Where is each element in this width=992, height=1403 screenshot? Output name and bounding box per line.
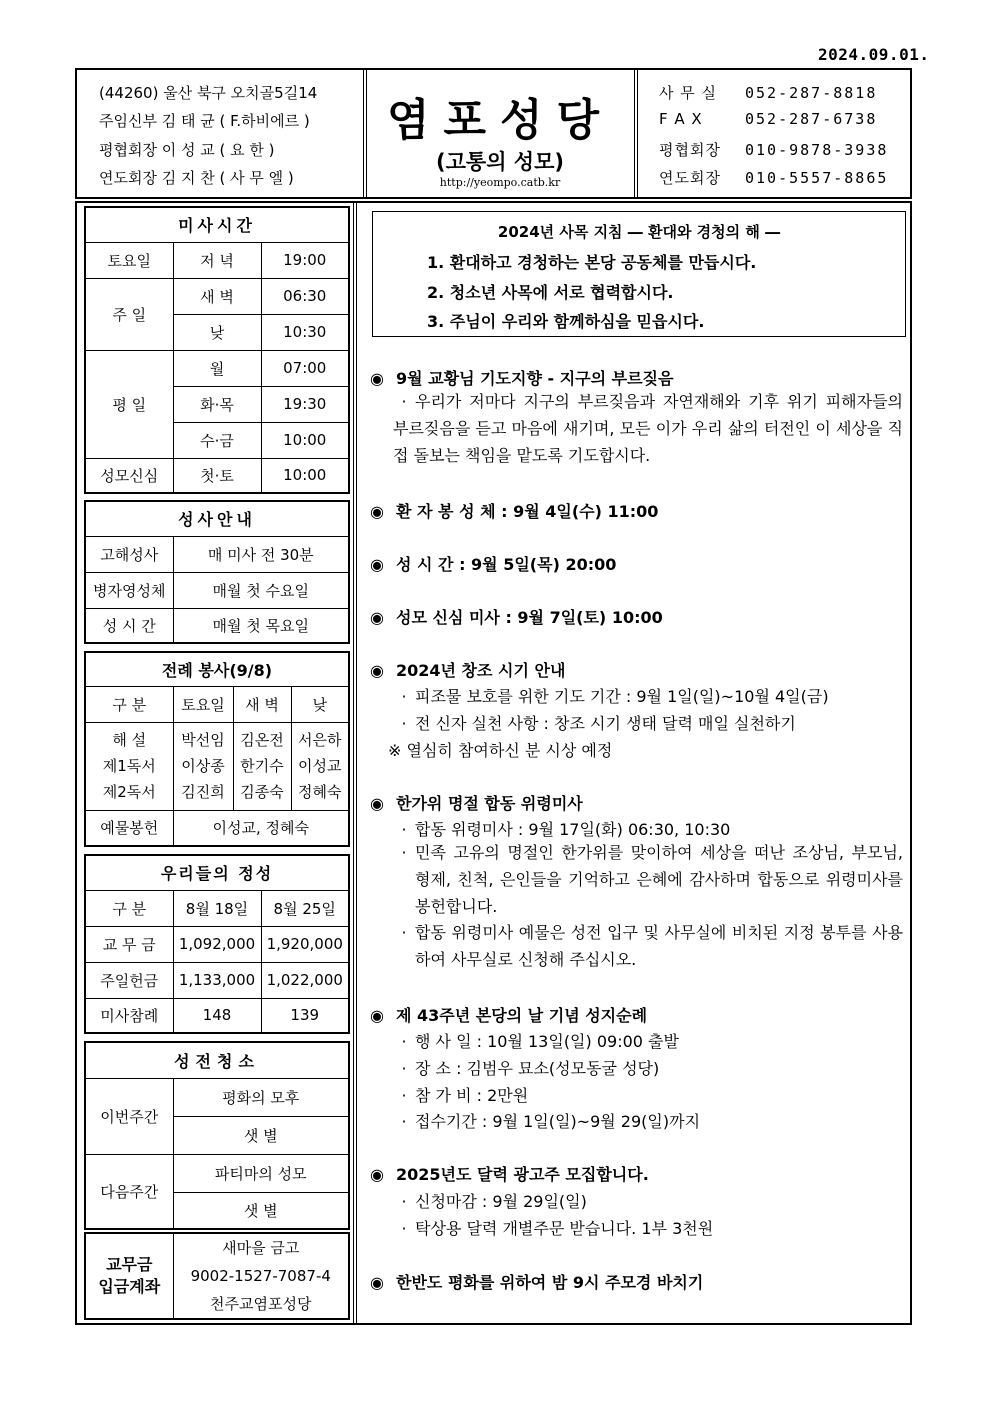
pilgrimage-title: ◉ 제 43주년 본당의 날 기념 성지순례 [370, 1006, 648, 1025]
address: (44260) 울산 북구 오치골5길14 [99, 84, 318, 102]
bullet-icon: ◉ [370, 1273, 384, 1292]
parish-info [77, 70, 363, 197]
bullet-icon: ◉ [370, 661, 384, 680]
motto-title: 2024년 사목 지침 ― 환대와 경청의 해 ― [497, 223, 781, 241]
liturgy-table: 전례 봉사(9/8) 구 분 토요일 새 벽 낮 해 설 제1독서 제2독서 박선임 이상종 김진희 김온전 한기수 김종숙 서은하 이성교 정혜숙 예물봉헌 이성교, 정혜숙 [84, 651, 350, 847]
offerings-title: 우리들의 정성 [85, 855, 349, 890]
marian-mass: ◉ 성모 신심 미사 : 9월 7일(토) 10:00 [370, 608, 663, 627]
pilgrimage-item: · 장 소 : 김범우 묘소(성모동굴 성당) [401, 1059, 660, 1078]
creation-item: · 피조물 보호를 위한 기도 기간 : 9월 1일(일)~10월 4일(금) [401, 687, 829, 706]
creation-item: · 전 신자 실천 사항 : 창조 시기 생태 달력 매일 실천하기 [401, 714, 796, 733]
calendar-item: · 탁상용 달력 개별주문 받습니다. 1부 3천원 [401, 1219, 714, 1238]
holy-hour: ◉ 성 시 간 : 9월 5일(목) 20:00 [370, 555, 617, 574]
bullet-icon: ◉ [370, 794, 384, 813]
parish-subtitle: (고통의 성모) [436, 150, 564, 174]
pilgrimage-item: · 행 사 일 : 10월 13일(일) 09:00 출발 [401, 1032, 679, 1051]
chuseok-item: · 합동 위령미사 : 9월 17일(화) 06:30, 10:30 [401, 820, 731, 839]
pastor: 주임신부 김 태 균 ( F.하비에르 ) [99, 112, 310, 130]
bullet-icon: ◉ [370, 1165, 384, 1184]
motto-item-2: 2. 청소년 사목에 서로 협력합시다. [427, 283, 674, 302]
bullet-icon: ◉ [370, 369, 384, 388]
pope-intention-title: ◉ 9월 교황님 기도지향 - 지구의 부르짖음 [370, 369, 674, 388]
sick-communion: ◉ 환 자 봉 성 체 : 9월 4일(수) 11:00 [370, 502, 659, 521]
offerings-table: 우리들의 정성 구 분 8월 18일 8월 25일 교 무 금 1,092,000 1,920,000 주일헌금 1,133,000 1,022,000 미사참례 148 139 [84, 854, 350, 1034]
chuseok-item: · 민족 고유의 명절인 한가위를 맞이하여 세상을 떠난 조상님, 부모님, 형제, 친척, 은인들을 기억하고 은혜에 감사하며 합동으로 위령미사를 봉헌합니다. [401, 843, 903, 916]
bullet-icon: ◉ [370, 502, 384, 521]
pope-intention-text: · 우리가 저마다 지구의 부르짖음과 자연재해와 기후 위기 피해자들의 부르짖음을 듣고 마음에 새기며, 모든 이가 우리 삶의 터전인 이 세상을 직접 돌보는 책임을 맡도록 기도합시다. [393, 392, 903, 465]
parish-title: 염포성당 [386, 95, 613, 146]
bullet-icon: ◉ [370, 1006, 384, 1025]
creation-title: ◉ 2024년 창조 시기 안내 [370, 661, 566, 680]
chuseok-item: · 합동 위령미사 예물은 성전 입구 및 사무실에 비치된 지정 봉투를 사용하여 사무실로 신청해 주십시오. [401, 923, 903, 969]
council-president: 평협회장 이 성 교 ( 요 한 ) [99, 141, 275, 159]
header [75, 68, 912, 199]
issue-date: 2024.09.01. [818, 45, 930, 64]
yeondo-president: 연도회장 김 지 찬 ( 사 무 엘 ) [99, 169, 294, 187]
parish-name-block [366, 70, 634, 197]
contact-council: 평협회장 010-9878-3938 [659, 141, 889, 159]
calendar-title: ◉ 2025년도 달력 광고주 모집합니다. [370, 1165, 649, 1184]
cleaning-title: 성전청소 [85, 1042, 349, 1078]
account-table: 교무금 입금계좌 새마을 금고 9002-1527-7087-4 천주교염포성당 [84, 1232, 350, 1320]
bullet-icon: ◉ [370, 608, 384, 627]
contacts [637, 70, 912, 197]
contact-yeondo: 연도회장 010-5557-8865 [659, 169, 889, 187]
pastoral-motto-box [372, 211, 906, 337]
rosary-note: ◉ 한반도 평화를 위하여 밤 9시 주모경 바치기 [370, 1273, 704, 1292]
contact-office: 사 무 실 052-287-8818 [659, 84, 878, 102]
liturgy-rows: 해 설 제1독서 제2독서 박선임 이상종 김진희 김온전 한기수 김종숙 서은하 이성교 정혜숙 [85, 722, 349, 810]
cleaning-table: 성전청소 이번주간 평화의 모후 샛 별 다음주간 파티마의 성모 샛 별 [84, 1041, 350, 1230]
calendar-item: · 신청마감 : 9월 29일(일) [401, 1192, 587, 1211]
pilgrimage-item: · 접수기간 : 9월 1일(일)~9월 29(일)까지 [401, 1112, 701, 1131]
mass-times-title: 미사시간 [85, 207, 349, 242]
parish-url[interactable]: http://yeompo.catb.kr [439, 176, 561, 189]
pilgrimage-item: · 참 가 비 : 2만원 [401, 1086, 529, 1105]
mass-times-table: 미사시간 토요일 저 녁 19:00 주 일 새 벽 06:30 낮 10:30 평 일 월 07:00 화·목 19:30 수·금 10:00 성모신심 첫·토 10:00 [84, 206, 350, 494]
contact-fax: F A X 052-287-6738 [659, 110, 878, 128]
bullet-icon: ◉ [370, 555, 384, 574]
chuseok-title: ◉ 한가위 명절 합동 위령미사 [370, 794, 583, 813]
sacraments-title: 성사안내 [85, 501, 349, 536]
motto-item-1: 1. 환대하고 경청하는 본당 공동체를 만듭시다. [427, 253, 757, 272]
creation-note: ※ 열심히 참여하신 분 시상 예정 [388, 741, 613, 760]
motto-item-3: 3. 주님이 우리와 함께하심을 믿읍시다. [427, 312, 705, 331]
sacraments-table: 성사안내 고해성사 매 미사 전 30분 병자영성체 매월 첫 수요일 성 시 간 매월 첫 목요일 [84, 500, 350, 644]
liturgy-title: 전례 봉사(9/8) [85, 652, 349, 686]
